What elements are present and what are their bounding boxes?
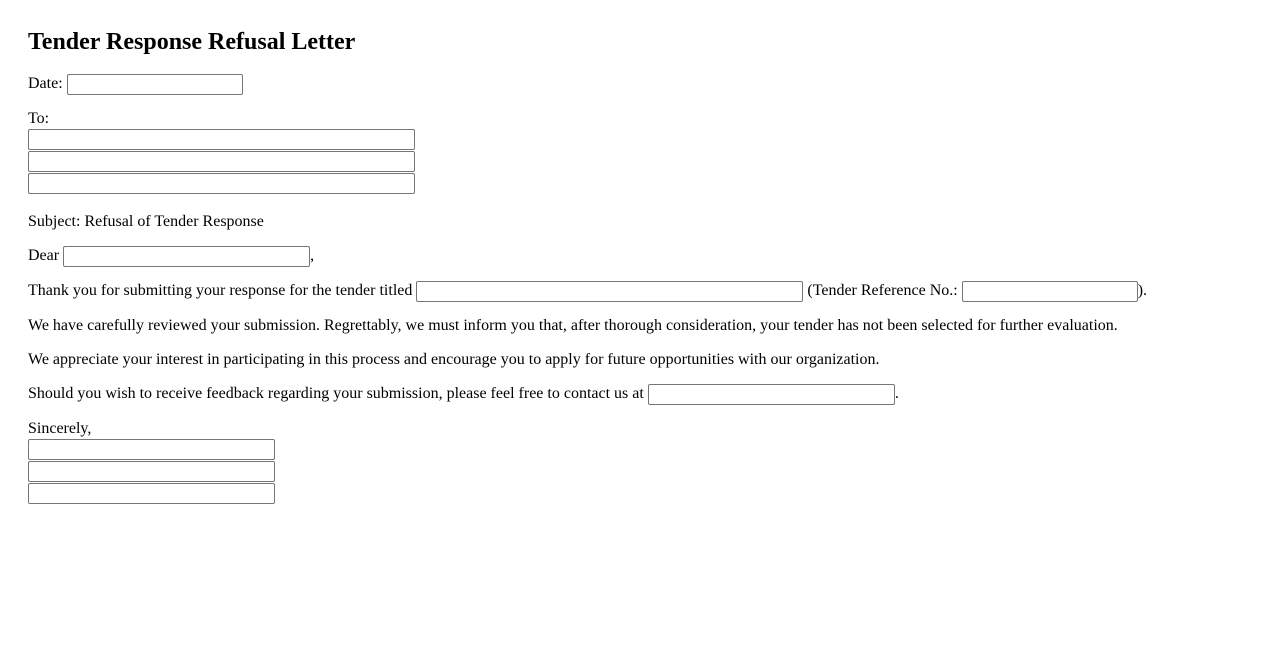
signature-line-3-field[interactable] bbox=[28, 483, 275, 504]
thanks-row bbox=[28, 281, 1250, 302]
salutation-row bbox=[28, 246, 1250, 267]
tender-title-field[interactable] bbox=[416, 281, 803, 302]
page-title: Tender Response Refusal Letter bbox=[28, 29, 356, 55]
feedback-period: . bbox=[894, 385, 899, 403]
tender-reference-label: (Tender Reference No.: bbox=[807, 282, 958, 300]
closing-text: Sincerely, bbox=[28, 420, 92, 437]
signature-line-1-field[interactable] bbox=[28, 439, 275, 460]
tender-reference-field[interactable] bbox=[962, 281, 1138, 302]
dear-label: Dear bbox=[28, 247, 60, 265]
review-paragraph: We have carefully reviewed your submission. Regrettably, we must inform you that, after thorough consideration, your tender has not been selected for further evaluation. bbox=[28, 317, 1118, 334]
thanks-text: Thank you for submitting your response for the tender titled bbox=[28, 282, 413, 300]
recipient-address-fields bbox=[28, 129, 1250, 194]
recipient-line-3-field[interactable] bbox=[28, 173, 415, 194]
subject-line: Subject: Refusal of Tender Response bbox=[28, 213, 264, 230]
recipient-block bbox=[28, 109, 1250, 194]
date-label: Date: bbox=[28, 75, 63, 93]
date-row bbox=[28, 74, 1250, 95]
appreciation-paragraph: We appreciate your interest in participating in this process and encourage you to apply for future opportunities with our organization. bbox=[28, 351, 880, 368]
reference-close: ). bbox=[1137, 282, 1148, 300]
to-label: To: bbox=[28, 110, 50, 127]
closing-block bbox=[28, 419, 1250, 504]
signature-fields bbox=[28, 439, 1250, 504]
contact-field[interactable] bbox=[648, 384, 895, 405]
recipient-name-field[interactable] bbox=[63, 246, 310, 267]
signature-line-2-field[interactable] bbox=[28, 461, 275, 482]
feedback-row bbox=[28, 384, 1250, 405]
date-field[interactable] bbox=[67, 74, 243, 95]
feedback-text: Should you wish to receive feedback regarding your submission, please feel free to contact us at bbox=[28, 385, 644, 403]
recipient-line-2-field[interactable] bbox=[28, 151, 415, 172]
recipient-line-1-field[interactable] bbox=[28, 129, 415, 150]
salutation-comma: , bbox=[310, 247, 315, 265]
